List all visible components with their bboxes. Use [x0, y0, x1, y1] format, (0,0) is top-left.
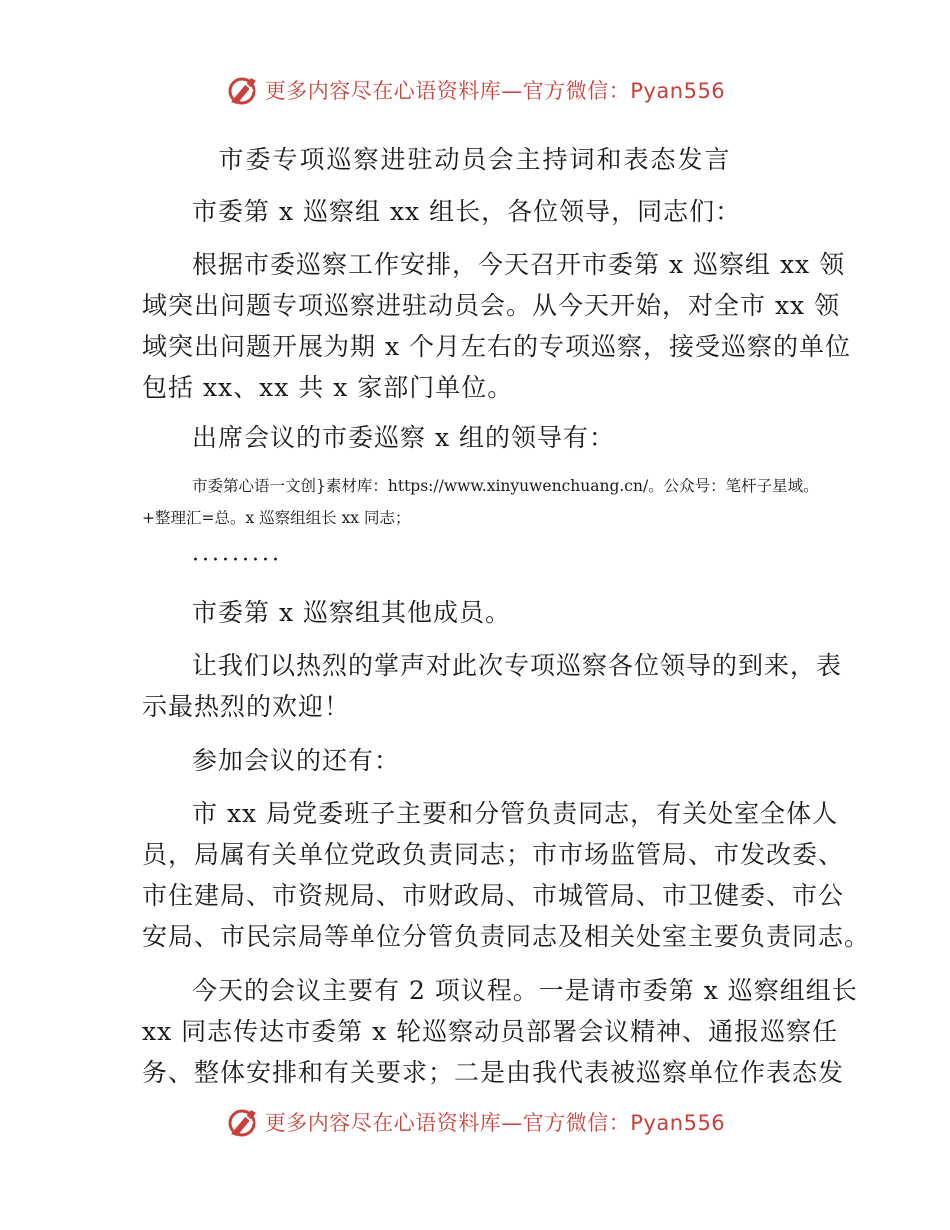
paragraph-intro	[142, 244, 851, 408]
paragraph-agenda	[142, 970, 858, 1093]
pen-logo-icon	[225, 72, 261, 108]
paragraph-line: 市委第 x 巡察组其他成员。	[192, 598, 511, 627]
paragraph-line: 今天的会议主要有 2 项议程。一是请市委第 x 巡察组组长	[192, 976, 858, 1005]
watermark-text: 更多内容尽在心语资料库—官方微信：Pyan556	[264, 79, 726, 103]
paragraph-line: 员，局属有关单位党政负责同志；市市场监管局、市发改委、	[142, 840, 845, 869]
pen-logo-icon	[225, 1104, 261, 1140]
paragraph-also-attending	[142, 740, 812, 781]
paragraph-attendees-leaders	[142, 417, 812, 458]
paragraph-other-members	[142, 592, 812, 633]
page-title: 市委专项巡察进驻动员会主持词和表态发言	[218, 145, 732, 174]
paragraph-line: 务、整体安排和有关要求；二是由我代表被巡察单位作表态发	[142, 1058, 845, 1087]
paragraph-line: 市住建局、市资规局、市财政局、市城管局、市卫健委、市公	[142, 881, 845, 910]
greeting-line: 市委第 x 巡察组 xx 组长，各位领导，同志们：	[192, 197, 742, 226]
paragraph-welcome	[142, 645, 843, 727]
paragraph-line: 出席会议的市委巡察 x 组的领导有：	[192, 423, 615, 452]
note-line: +整理汇=总。x 巡察组组长 xx 同志；	[142, 509, 411, 527]
paragraph-line: 参加会议的还有：	[192, 746, 401, 775]
ellipsis-dots: ·········	[192, 548, 282, 573]
paragraph-line: 安局、市民宗局等单位分管负责同志及相关处室主要负责同志。	[142, 922, 871, 951]
paragraph-line: 域突出问题开展为期 x 个月左右的专项巡察，接受巡察的单位	[142, 332, 851, 361]
paragraph-line: 域突出问题专项巡察进驻动员会。从今天开始，对全市 xx 领	[142, 291, 841, 320]
paragraph-line: xx 同志传达市委第 x 轮巡察动员部署会议精神、通报巡察任	[142, 1017, 839, 1046]
paragraph-line: 让我们以热烈的掌声对此次专项巡察各位领导的到来，表	[192, 651, 843, 680]
paragraph-line: 包括 xx、xx 共 x 家部门单位。	[142, 373, 514, 402]
note-line: 市委第心语一文创}素材库：https://www.xinyuwenchuang.cn/。公众号：笔杆子星域。	[192, 477, 819, 495]
greeting	[142, 191, 812, 232]
paragraph-line: 市 xx 局党委班子主要和分管负责同志，有关处室全体人	[192, 799, 839, 828]
watermark-banner-top	[0, 68, 950, 112]
inserted-note	[142, 470, 842, 534]
paragraph-attendee-list	[142, 793, 871, 957]
paragraph-line: 示最热烈的欢迎！	[142, 692, 351, 721]
watermark-banner-bottom	[0, 1100, 950, 1144]
watermark-text: 更多内容尽在心语资料库—官方微信：Pyan556	[264, 1111, 726, 1135]
paragraph-line: 根据市委巡察工作安排，今天召开市委第 x 巡察组 xx 领	[192, 250, 846, 279]
